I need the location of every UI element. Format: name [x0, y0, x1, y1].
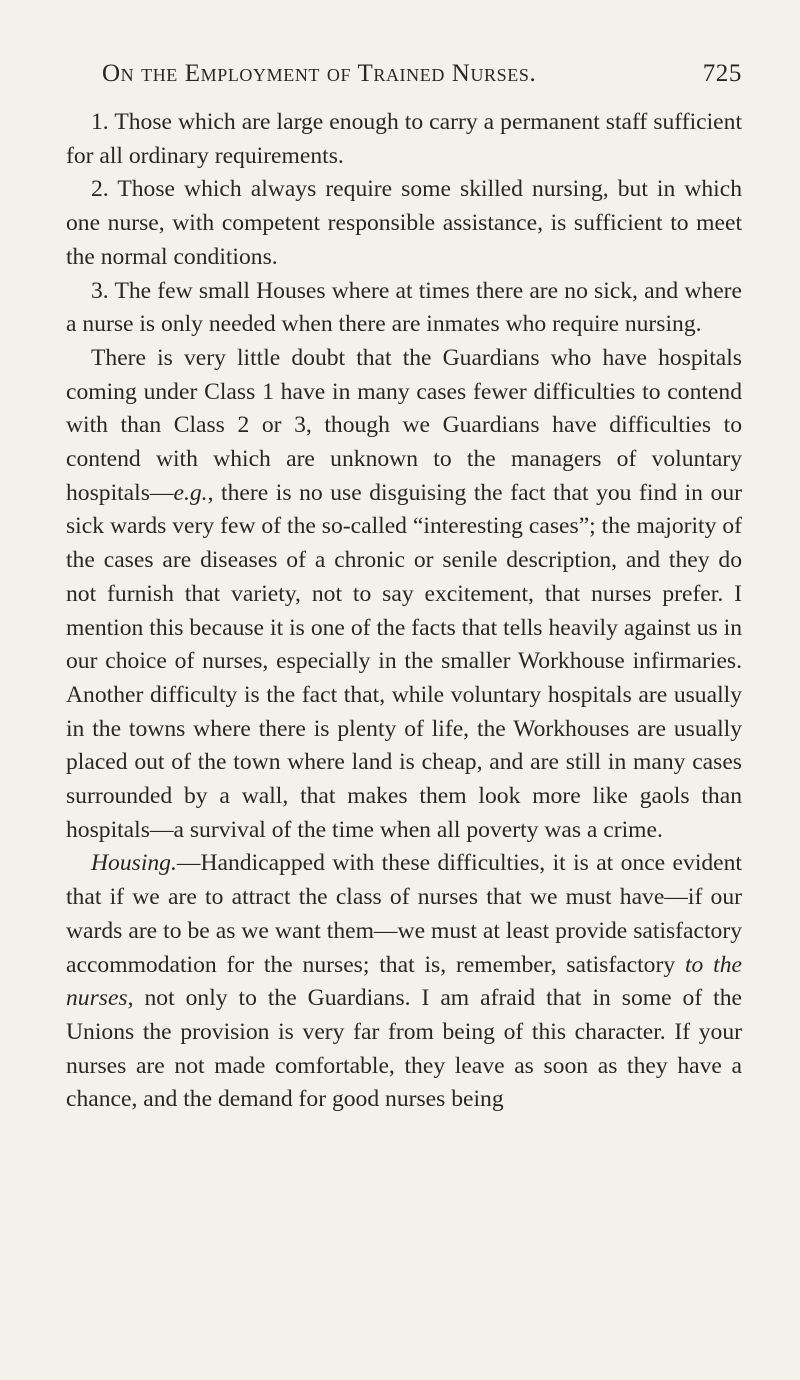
list-item-text: Those which always require some skilled nursing, but in which one nurse, with competent responsible assistance, is sufficient to meet the normal conditions.	[66, 176, 742, 270]
list-item-class-2	[66, 173, 742, 274]
list-item-class-3	[66, 275, 742, 342]
paragraph-text-cont: , there is no use disguising the fact that you find in our sick wards very few of the so-called “interesting cases”; the majority of the cases are diseases of a chronic or senile description, and they do not furnish that variety, not to say excitement, that nurses prefer. I mention this because it is one of the facts that tells heavily against us in our choice of nurses, especially in the smaller Workhouse infirmaries. Another difficulty is the fact that, while voluntary hospitals are usually in the towns where there is plenty of life, the Workhouses are usually placed out of the town where land is cheap, and are still in many cases surrounded by a wall, that makes them look more like gaols than hospitals—a survival of the time when all poverty was a crime.	[66, 479, 742, 843]
paragraph-housing	[66, 847, 742, 1117]
paragraph-text: There is very little doubt that the Guardians who have hospitals coming under Class 1 have in many cases fewer difficulties to contend with than Class 2 or 3, though we Guardians have difficulties to contend with which are unknown to the managers of voluntary hospitals—	[66, 344, 742, 506]
italic-emphasis: to the nurses	[66, 951, 743, 1012]
paragraph-text: —Handicapped with these difficulties, it is at once evident that if we are to attract the class of nurses that we must have—if our wards are to be as we want them—we must at least provide satisfactory accommodation for the nurses; that is, remember, satisfactory	[66, 850, 742, 978]
list-item-text: Those which are large enough to carry a permanent staff sufficient for all ordinary requirements.	[66, 109, 742, 169]
list-item-text: The few small Houses where at times there are no sick, and where a nurse is only needed when there are inmates who require nursing.	[66, 277, 742, 338]
italic-eg: e.g.	[173, 479, 208, 506]
list-number: 3.	[91, 277, 109, 304]
list-number: 1.	[91, 109, 109, 135]
paragraph-difficulties	[66, 342, 742, 848]
list-number: 2.	[91, 176, 109, 203]
book-page	[66, 60, 742, 1117]
section-heading-housing: Housing.	[91, 850, 177, 877]
paragraph-text-cont: , not only to the Guardians. I am afraid that in some of the Unions the provision is very far from being of this character. If your nurses are not made comfortable, they leave as soon as they have a chance, and the demand for good nurses being	[66, 985, 742, 1113]
running-head	[66, 60, 742, 88]
list-item-class-1	[66, 106, 742, 173]
body-text	[66, 106, 742, 1117]
page-number: 725	[702, 60, 742, 87]
running-head-title: On the Employment of Trained Nurses.	[102, 60, 537, 87]
